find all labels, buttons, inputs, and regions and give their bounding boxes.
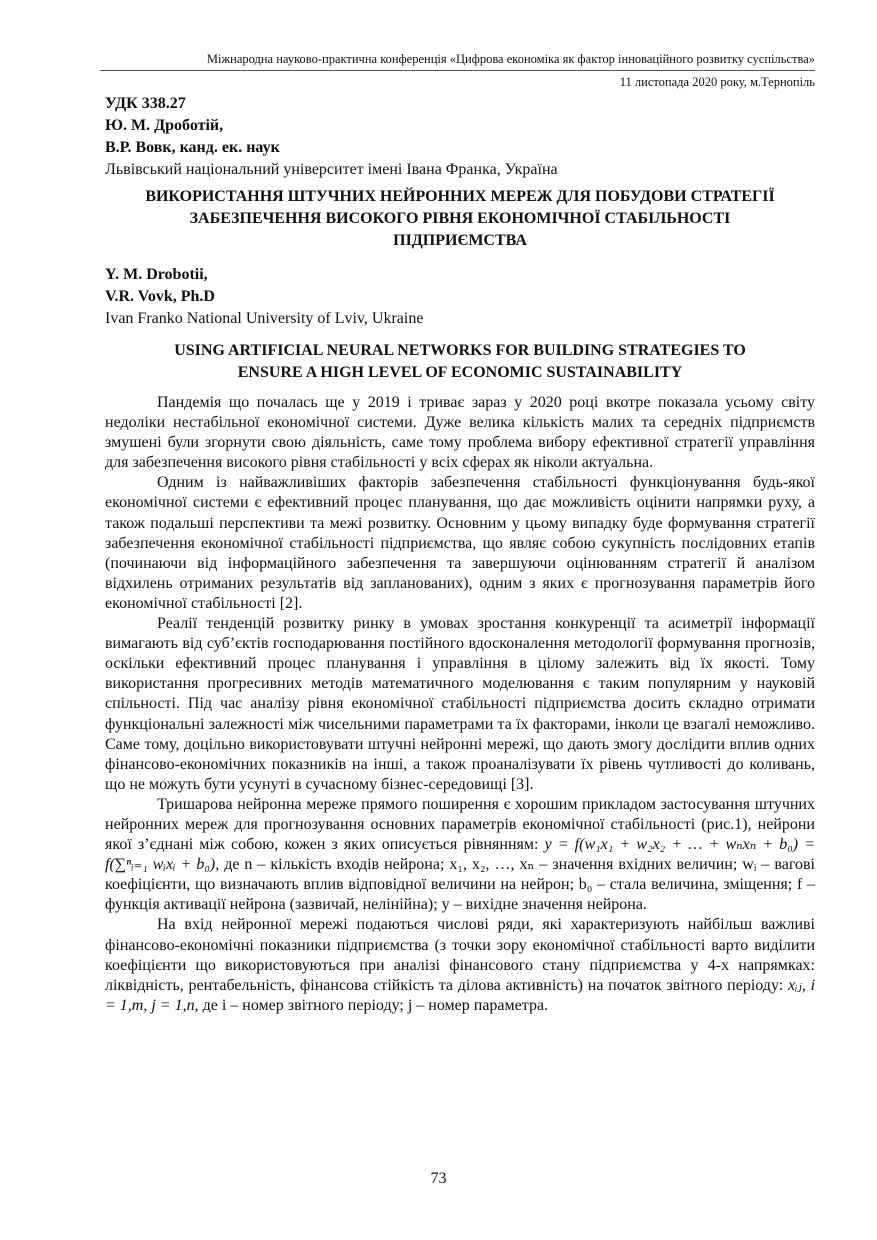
en-title xyxy=(105,340,815,384)
header-rule xyxy=(100,70,815,71)
neuron-formula: y = f(w₁x₁ + w₂x₂ + … + wₙxₙ + b₀) = f(∑ⁿᵢ₌₁ wᵢxᵢ + b₀), xyxy=(105,836,816,874)
paragraph-neuron-equation xyxy=(105,795,815,916)
en-title-line: ENSURE A HIGH LEVEL OF ECONOMIC SUSTAINABILITY xyxy=(237,364,683,381)
paragraph: Реалії тенденцій розвитку ринку в умовах зростання конкуренції та асиметрії інформації вимагають від суб’єктів господарювання постійного вдосконалення методології формування прогнозів, оскільки ефективний процес планування і управління в цілому залежить від їх якості. Тому використання прогресивних методів математичного моделювання є таким популярним у науковій спільності. Під час аналізу рівня економічної стабільності підприємства досить складно отримати функціональні залежності між чисельними параметрами та їх факторами, інколи це взагалі неможливо. Саме тому, доцільно використовувати штучні нейронні мережі, що дають змогу дослідити вплив одних фінансово-економічних показників на інші, а також проаналізувати їх рівень чутливості до коливань, що не можуть бути усунуті в сучасному бізнес-середовищі [3]. xyxy=(105,615,815,793)
paragraph-text: Тришарова нейронна мереже прямого поширення є хорошим прикладом застосування штучних нейронних мереж для прогнозування основних параметрів економічної стабільності (рис.1), нейрони якої з’єднані між собою, кожен з яких описується рівнянням: xyxy=(105,795,815,854)
paragraph: Одним із найважливіших факторів забезпечення стабільності функціонування будь-якої економічної системи є ефективний процес планування, що дає можливість оцінити напрямки руху, а також подальші перспективи та межі розвитку. Основним у цьому випадку буде формування стратегії забезпечення економічної стабільності підприємства, що являє собою сукупність послідовних етапів (починаючи від інформаційного забезпечення та завершуючи оцінюванням стратегії й аналізом відхилень отриманих результатів від запланованих), одним з яких є прогнозування параметрів його економічної стабільності [2]. xyxy=(105,474,815,612)
en-author-2: V.R. Vovk, Ph.D xyxy=(105,288,215,305)
en-author-1: Y. M. Drobotii, xyxy=(105,266,208,283)
ua-title-line: ВИКОРИСТАННЯ ШТУЧНИХ НЕЙРОННИХ МЕРЕЖ ДЛЯ ПОБУДОВИ СТРАТЕГІЇ xyxy=(145,188,775,205)
inputs-formula: xᵢⱼ, i = 1,m, j = 1,n xyxy=(105,976,816,1014)
body-text xyxy=(105,393,815,1016)
ua-author-2: В.Р. Вовк, канд. ек. наук xyxy=(105,139,280,156)
en-meta-block xyxy=(105,264,815,330)
paragraph: Пандемія що почалась ще у 2019 і триває зараз у 2020 році вкотре показала усьому світу недоліки нестабільної економічної системи. Дуже велика кількість малих та середніх підприємств змушені були згорнути свою діяльність, саме тому проблема вибору ефективної стратегії управління для забезпечення високого рівня стабільності у всіх сферах як ніколи актуальна. xyxy=(105,394,815,472)
ua-title-line: ПІДПРИЄМСТВА xyxy=(393,232,527,249)
ua-author-1: Ю. М. Дроботій, xyxy=(105,117,224,134)
ua-title xyxy=(105,186,815,252)
udk-code: УДК 338.27 xyxy=(105,95,186,112)
running-header-date: 11 листопада 2020 року, м.Тернопіль xyxy=(619,75,815,89)
running-header-conference: Міжнародна науково-практична конференція «Цифрова економіка як фактор інноваційного розвитку суспільства» xyxy=(206,52,815,66)
paragraph-text: На вхід нейронної мережі подаються числові ряди, які характеризують найбільш важливі фінансово-економічні показники підприємства (з точки зору економічної стабільності варто виділити коефіцієнти що використовуються при аналізі фінансового стану підприємства у 4-х напрямках: ліквідність, рентабельність, фінансова стійкість та ділова активність) на початок звітного періоду: xyxy=(105,916,815,994)
paragraph-inputs xyxy=(105,915,815,1015)
en-title-line: USING ARTIFICIAL NEURAL NETWORKS FOR BUILDING STRATEGIES TO xyxy=(174,342,746,359)
page-number: 73 xyxy=(430,1170,447,1187)
ua-title-line: ЗАБЕЗПЕЧЕННЯ ВИСОКОГО РІВНЯ ЕКОНОМІЧНОЇ СТАБІЛЬНОСТІ xyxy=(189,210,731,227)
paragraph-text: де n – кількість входів нейрона; x₁, x₂, …, xₙ – значення вхідних величин; wᵢ – вагові коефіцієнти, що визначають вплив відповідної величини на нейрон; b₀ – стала величина, зміщення; f – функція активації нейрона (зазвичай, нелінійна); y – вихідне значення нейрона. xyxy=(105,856,816,914)
en-affiliation: Ivan Franko National University of Lviv, Ukraine xyxy=(105,310,424,327)
ua-affiliation: Львівський національний університет імені Івана Франка, Україна xyxy=(105,161,558,178)
paragraph-text: , де i – номер звітного періоду; j – номер параметра. xyxy=(194,996,549,1014)
ua-meta-block xyxy=(105,93,815,181)
